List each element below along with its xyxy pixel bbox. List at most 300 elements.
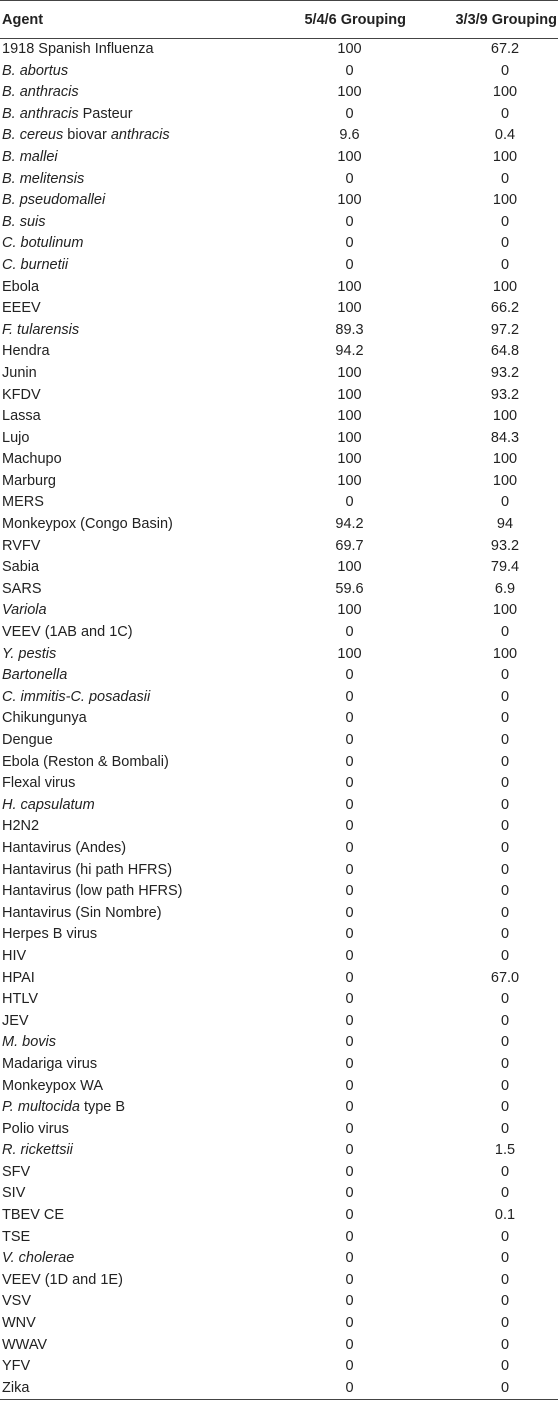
table-header [0, 1, 558, 39]
table-row [0, 816, 558, 838]
grouping-546-value: 0 [345, 1120, 354, 1137]
agent-name-part: HIV [2, 947, 27, 964]
grouping-546-value: 0 [345, 1228, 354, 1245]
agent-name-cell [0, 665, 232, 687]
grouping-339-value: 93.2 [490, 537, 520, 554]
table-row [0, 708, 558, 730]
agent-name-cell [0, 1076, 232, 1098]
agent-name-cell [0, 1227, 232, 1249]
grouping-546-value: 94.2 [335, 343, 364, 360]
agent-name-part: EEEV [2, 300, 41, 317]
grouping-546-value: 100 [337, 278, 362, 295]
table-row [0, 1291, 558, 1313]
agent-name-cell [0, 1183, 232, 1205]
table-row [0, 39, 558, 61]
agent-name-cell [0, 881, 232, 903]
grouping-339-value: 0 [500, 1228, 510, 1245]
table-row [0, 1162, 558, 1184]
table-row [0, 277, 558, 299]
grouping-339-value: 0 [500, 1077, 510, 1094]
agent-name-part: B. anthracis [2, 105, 79, 122]
table-row [0, 428, 558, 450]
agent-name-part: Hantavirus (low path HFRS) [2, 883, 183, 900]
table-body [0, 39, 558, 1400]
agent-name-cell [0, 1119, 232, 1141]
agent-name-cell [0, 838, 232, 860]
agent-name-cell [0, 449, 232, 471]
grouping-339-value: 67.2 [490, 41, 520, 57]
agent-name-cell [0, 1248, 232, 1270]
agent-name-cell [0, 212, 232, 234]
grouping-339-value: 0 [500, 861, 510, 878]
agent-name-part: C. immitis-C. posadasii [2, 688, 151, 705]
agent-name-part: Bartonella [2, 667, 68, 684]
agent-name-part: Dengue [2, 732, 53, 748]
agent-name-part: Y. pestis [2, 645, 57, 662]
agent-name-part: Variola [2, 602, 47, 619]
agent-name-cell [0, 492, 232, 514]
grouping-546-value: 0 [345, 1077, 354, 1094]
grouping-339-value: 0 [500, 991, 510, 1008]
agent-name-part: VEEV (1D and 1E) [2, 1271, 123, 1288]
grouping-546-value: 0 [345, 818, 354, 835]
table-row [0, 363, 558, 385]
grouping-546-value: 0 [345, 494, 354, 511]
agent-name-cell [0, 989, 232, 1011]
agent-name-part: Pasteur [78, 105, 133, 122]
agent-name-part: Hantavirus (Sin Nombre) [2, 904, 162, 921]
agent-name-part: VSV [2, 1293, 32, 1310]
grouping-339-value: 0 [500, 235, 510, 252]
grouping-339-value: 100 [492, 472, 518, 489]
agent-name-part: B. cereus [2, 127, 64, 144]
agent-name-cell [0, 471, 232, 493]
grouping-339-value: 0 [500, 494, 510, 511]
table-row [0, 514, 558, 536]
grouping-339-value: 0 [500, 710, 510, 727]
agent-name-cell [0, 579, 232, 601]
agent-name-cell [0, 730, 232, 752]
agent-name-part: TSE [2, 1228, 31, 1245]
grouping-339-value: 0 [500, 796, 510, 813]
table-row [0, 1183, 558, 1205]
agent-name-part: Ebola (Reston & Bombali) [2, 753, 169, 770]
agent-name-part: Monkeypox WA [2, 1077, 103, 1094]
grouping-546-value: 0 [345, 1185, 354, 1202]
table-row [0, 600, 558, 622]
agent-name-cell [0, 1335, 232, 1357]
agent-name-part: VEEV (1AB and 1C) [2, 624, 133, 641]
agent-name-part: Lassa [2, 408, 41, 425]
agent-name-part: H. capsulatum [2, 796, 95, 813]
agent-name-cell [0, 946, 232, 968]
table-row [0, 255, 558, 277]
agent-name-part: B. melitensis [2, 170, 85, 187]
table-row [0, 536, 558, 558]
grouping-546-value: 0 [345, 213, 354, 230]
table-row [0, 903, 558, 925]
agent-name-cell [0, 968, 232, 990]
agent-name-part: P. multocida [2, 1099, 80, 1116]
grouping-339-value: 0 [500, 732, 510, 748]
grouping-339-value: 100 [492, 84, 518, 101]
agent-name-part: anthracis [110, 127, 170, 144]
grouping-546-value: 0 [345, 1034, 354, 1051]
grouping-546-value: 0 [345, 1250, 354, 1267]
grouping-546-value: 0 [345, 991, 354, 1008]
table-row [0, 579, 558, 601]
agent-name-cell [0, 61, 232, 83]
grouping-546-value: 100 [337, 364, 362, 381]
table-row [0, 1140, 558, 1162]
agent-name-part: Madariga virus [2, 1055, 98, 1072]
agent-name-part: Flexal virus [2, 775, 76, 792]
grouping-546-value: 100 [337, 472, 362, 489]
agent-name-cell [0, 514, 232, 536]
grouping-546-value: 59.6 [335, 580, 364, 597]
grouping-546-value: 0 [345, 839, 354, 856]
grouping-339-value: 0 [500, 1250, 510, 1267]
table-row [0, 233, 558, 255]
grouping-546-value: 94.2 [335, 516, 364, 533]
grouping-339-value: 0 [500, 926, 510, 943]
table-row [0, 1227, 558, 1249]
agent-name-cell [0, 1313, 232, 1335]
grouping-546-value: 100 [337, 300, 362, 317]
table-row [0, 1011, 558, 1033]
agent-name-cell [0, 125, 232, 147]
grouping-546-value: 0 [345, 62, 354, 79]
agent-name-part: Machupo [2, 451, 62, 468]
agent-name-cell [0, 39, 232, 61]
grouping-339-value: 0 [500, 688, 510, 705]
table-row [0, 125, 558, 147]
table-row [0, 968, 558, 990]
grouping-546-value: 0 [345, 1293, 354, 1310]
agent-name-cell [0, 104, 232, 126]
agent-name-cell [0, 1140, 232, 1162]
agent-name-cell [0, 1097, 232, 1119]
agent-name-cell [0, 1205, 232, 1227]
agent-name-cell [0, 903, 232, 925]
grouping-546-value: 100 [337, 41, 362, 57]
grouping-546-value: 100 [337, 451, 362, 468]
grouping-339-value: 100 [492, 148, 518, 165]
agent-name-part: Lujo [2, 429, 30, 446]
agent-name-cell [0, 1032, 232, 1054]
agent-name-cell [0, 341, 232, 363]
grouping-339-value: 100 [492, 451, 518, 468]
grouping-546-value: 0 [345, 105, 354, 122]
grouping-339-value: 100 [492, 408, 518, 425]
table-row [0, 622, 558, 644]
agent-name-part: biovar [63, 127, 111, 144]
agent-name-part: Monkeypox (Congo Basin) [2, 516, 173, 533]
table-row [0, 1119, 558, 1141]
agent-name-cell [0, 687, 232, 709]
table-row [0, 1378, 558, 1400]
grouping-546-value: 0 [345, 1315, 354, 1332]
agent-name-part: V. cholerae [2, 1250, 75, 1267]
grouping-339-value: 0 [500, 753, 510, 770]
grouping-546-value: 89.3 [335, 321, 364, 338]
grouping-546-value: 100 [337, 386, 362, 403]
agent-name-part: WNV [2, 1315, 36, 1332]
grouping-546-value: 0 [345, 1271, 354, 1288]
agent-name-part: Zika [2, 1379, 30, 1396]
grouping-339-value: 84.3 [490, 429, 520, 446]
grouping-546-value: 0 [345, 796, 354, 813]
grouping-546-value: 0 [345, 1207, 354, 1224]
grouping-546-value: 0 [345, 732, 354, 748]
grouping-339-value: 0 [500, 1293, 510, 1310]
grouping-339-value: 79.4 [490, 559, 520, 576]
agent-name-part: B. mallei [2, 148, 58, 165]
agent-name-cell [0, 277, 232, 299]
grouping-339-value: 0 [500, 1315, 510, 1332]
grouping-339-value: 100 [492, 192, 518, 209]
grouping-339-value: 0 [500, 1120, 510, 1137]
grouping-546-value: 100 [337, 408, 362, 425]
grouping-546-value: 0 [345, 688, 354, 705]
agent-name-part: 1918 Spanish Influenza [2, 41, 154, 57]
grouping-339-value: 0 [500, 1336, 510, 1353]
grouping-546-value: 100 [337, 84, 362, 101]
agent-name-part: HPAI [2, 969, 35, 986]
table-row [0, 730, 558, 752]
agent-name-cell [0, 773, 232, 795]
table-row [0, 190, 558, 212]
grouping-339-value: 93.2 [490, 364, 520, 381]
agent-name-part: HTLV [2, 991, 38, 1008]
grouping-339-value: 66.2 [490, 300, 520, 317]
agent-name-part: Junin [2, 364, 37, 381]
agent-name-part: Herpes B virus [2, 926, 98, 943]
agent-name-cell [0, 169, 232, 191]
agent-name-part: B. pseudomallei [2, 192, 106, 209]
agent-name-cell [0, 298, 232, 320]
agent-name-part: M. bovis [2, 1034, 56, 1051]
grouping-546-value: 0 [345, 775, 354, 792]
grouping-546-value: 0 [345, 969, 354, 986]
table-row [0, 838, 558, 860]
grouping-339-value: 67.0 [490, 969, 520, 986]
agent-name-part: MERS [2, 494, 44, 511]
grouping-339-value: 0 [500, 1185, 510, 1202]
agent-name-part: Hantavirus (Andes) [2, 839, 127, 856]
agent-name-cell [0, 428, 232, 450]
header-agent: Agent [0, 1, 232, 39]
table-row [0, 298, 558, 320]
agent-name-cell [0, 363, 232, 385]
grouping-546-value: 100 [337, 602, 362, 619]
agent-name-part: JEV [2, 1012, 29, 1029]
table-row [0, 1356, 558, 1378]
table-row [0, 557, 558, 579]
grouping-546-value: 0 [345, 256, 354, 273]
table-row [0, 1076, 558, 1098]
grouping-546-value: 0 [345, 904, 354, 921]
agent-name-part: KFDV [2, 386, 41, 403]
agent-name-part: Hantavirus (hi path HFRS) [2, 861, 173, 878]
table-row [0, 1335, 558, 1357]
agent-name-cell [0, 147, 232, 169]
agent-name-cell [0, 255, 232, 277]
table-row [0, 1248, 558, 1270]
grouping-339-value: 0 [500, 1055, 510, 1072]
table-row [0, 644, 558, 666]
grouping-546-value: 0 [345, 1336, 354, 1353]
agent-name-cell [0, 752, 232, 774]
table-row [0, 1097, 558, 1119]
grouping-339-value: 0 [500, 213, 510, 230]
agent-name-part: TBEV CE [2, 1207, 65, 1224]
agent-name-cell [0, 708, 232, 730]
table-row [0, 1032, 558, 1054]
grouping-546-value: 0 [345, 883, 354, 900]
table-row [0, 104, 558, 126]
table-row [0, 341, 558, 363]
agent-name-cell [0, 1378, 232, 1400]
table-row [0, 320, 558, 342]
grouping-339-value: 100 [492, 645, 518, 662]
grouping-339-value: 0 [500, 839, 510, 856]
grouping-546-value: 0 [345, 1358, 354, 1375]
grouping-339-value: 100 [492, 602, 518, 619]
grouping-546-value: 0 [345, 235, 354, 252]
grouping-339-value: 0 [500, 775, 510, 792]
grouping-339-value: 100 [492, 278, 518, 295]
agent-name-part: B. abortus [2, 62, 69, 79]
agent-name-part: C. botulinum [2, 235, 84, 252]
grouping-339-value: 0 [500, 170, 510, 187]
header-grouping-546: 5/4/6 Grouping [232, 1, 407, 39]
agent-name-part: SFV [2, 1163, 31, 1180]
agent-name-part: Sabia [2, 559, 40, 576]
table-row [0, 924, 558, 946]
agent-name-part: B. suis [2, 213, 46, 230]
grouping-339-value: 0 [500, 883, 510, 900]
agent-name-cell [0, 860, 232, 882]
grouping-339-value: 1.5 [494, 1142, 516, 1159]
table-row [0, 752, 558, 774]
agent-name-part: type B [79, 1099, 126, 1116]
agent-name-part: Hendra [2, 343, 50, 360]
grouping-546-value: 0 [345, 1012, 354, 1029]
grouping-546-value: 0 [345, 947, 354, 964]
agent-name-cell [0, 924, 232, 946]
table-row [0, 1313, 558, 1335]
agent-name-part: R. rickettsii [2, 1142, 73, 1159]
table-row [0, 1205, 558, 1227]
table-row [0, 881, 558, 903]
grouping-546-value: 0 [345, 1142, 354, 1159]
grouping-546-value: 0 [232, 1378, 407, 1400]
grouping-339-value: 93.2 [490, 386, 520, 403]
grouping-546-value: 69.7 [335, 537, 364, 554]
agent-name-part: Marburg [2, 472, 56, 489]
grouping-339-value: 0.1 [494, 1207, 516, 1224]
grouping-339-value: 0 [500, 1271, 510, 1288]
grouping-546-value: 0 [345, 710, 354, 727]
table-row [0, 449, 558, 471]
grouping-339-value: 0 [500, 947, 510, 964]
table-row [0, 1054, 558, 1076]
grouping-546-value: 0 [345, 624, 354, 641]
grouping-339-value: 0 [500, 624, 510, 641]
grouping-546-value: 0 [345, 861, 354, 878]
grouping-339-value: 0 [407, 1378, 558, 1400]
table-row [0, 1270, 558, 1292]
grouping-546-value: 100 [337, 148, 362, 165]
grouping-339-value: 0 [500, 1163, 510, 1180]
header-row [0, 1, 558, 39]
agent-name-cell [0, 1054, 232, 1076]
agent-name-cell [0, 1356, 232, 1378]
grouping-546-value: 9.6 [339, 127, 360, 144]
agent-name-part: F. tularensis [2, 321, 80, 338]
table-row [0, 989, 558, 1011]
table-row [0, 665, 558, 687]
table-row [0, 687, 558, 709]
grouping-339-value: 6.9 [494, 580, 516, 597]
table-row [0, 385, 558, 407]
agent-name-part: SIV [2, 1185, 26, 1202]
grouping-546-value: 0 [345, 667, 354, 684]
table-row [0, 406, 558, 428]
agent-name-cell [0, 1162, 232, 1184]
agent-name-cell [0, 1011, 232, 1033]
table-row [0, 147, 558, 169]
agent-name-part: C. burnetii [2, 256, 69, 273]
table-row [0, 492, 558, 514]
agent-name-cell [0, 557, 232, 579]
grouping-339-value: 64.8 [490, 343, 520, 360]
table-row [0, 82, 558, 104]
grouping-546-value: 0 [345, 926, 354, 943]
agent-name-part: YFV [2, 1358, 31, 1375]
agent-name-part: Ebola [2, 278, 40, 295]
table-row [0, 471, 558, 493]
agent-name-cell [0, 622, 232, 644]
grouping-339-value: 0.4 [494, 127, 516, 144]
agent-name-cell [0, 1291, 232, 1313]
agent-name-cell [0, 795, 232, 817]
grouping-546-value: 0 [345, 1099, 354, 1116]
header-grouping-339: 3/3/9 Grouping [407, 1, 558, 39]
grouping-339-value: 0 [500, 818, 510, 835]
grouping-546-value: 0 [345, 1163, 354, 1180]
agent-name-part: Chikungunya [2, 710, 87, 727]
table-row [0, 795, 558, 817]
agent-name-part: RVFV [2, 537, 41, 554]
grouping-339-value: 0 [500, 256, 510, 273]
grouping-546-value: 100 [337, 429, 362, 446]
grouping-339-value: 0 [500, 62, 510, 79]
grouping-339-value: 0 [500, 1012, 510, 1029]
agent-name-part: Polio virus [2, 1120, 69, 1137]
grouping-546-value: 100 [337, 645, 362, 662]
agent-name-cell [0, 816, 232, 838]
grouping-339-value: 0 [500, 667, 510, 684]
grouping-546-value: 0 [345, 753, 354, 770]
table-row [0, 946, 558, 968]
grouping-339-value: 0 [500, 1034, 510, 1051]
grouping-339-value: 0 [500, 904, 510, 921]
agent-name-part: WWAV [2, 1336, 48, 1353]
grouping-546-value: 0 [345, 170, 354, 187]
agent-name-part: SARS [2, 580, 42, 597]
